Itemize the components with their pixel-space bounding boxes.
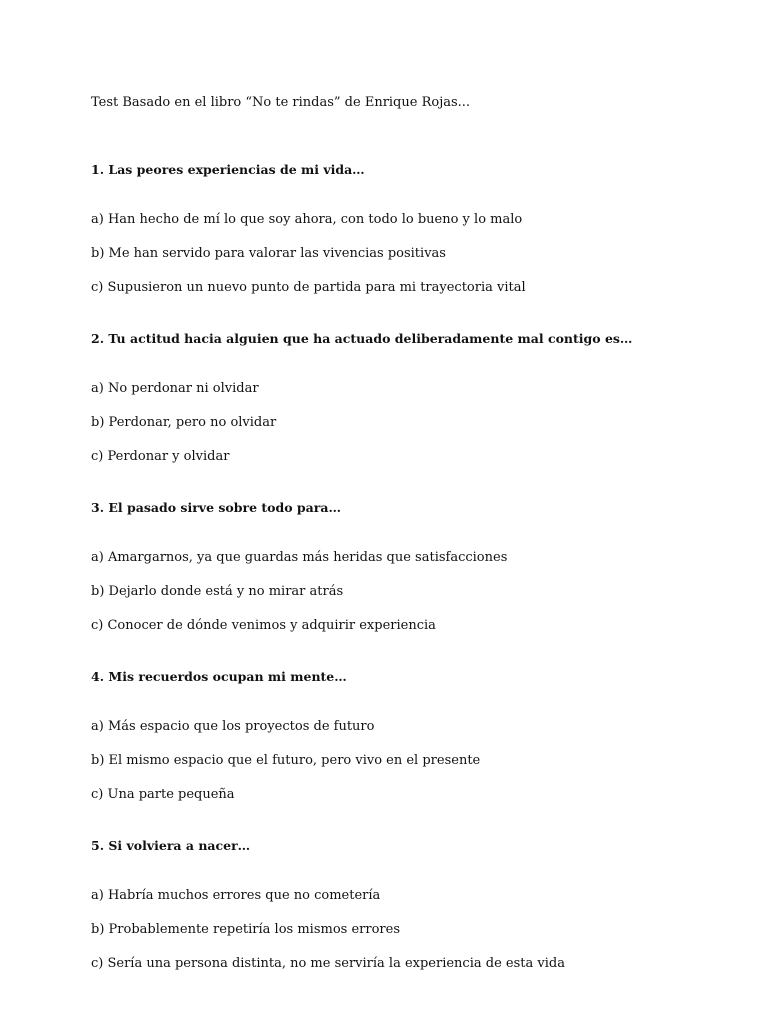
question-2-heading: 2. Tu actitud hacia alguien que ha actuado deliberadamente mal contigo es… [91, 331, 633, 346]
question-5-heading: 5. Si volviera a nacer… [91, 838, 251, 853]
question-1-option-b: b) Me han servido para valorar las vivencias positivas [91, 246, 446, 261]
question-3-heading: 3. El pasado sirve sobre todo para… [91, 500, 341, 515]
question-1-option-c: c) Supusieron un nuevo punto de partida para mi trayectoria vital [91, 280, 526, 295]
question-2-option-b: b) Perdonar, pero no olvidar [91, 415, 277, 430]
question-3-option-b: b) Dejarlo donde está y no mirar atrás [91, 584, 344, 599]
question-4-option-c: c) Una parte pequeña [91, 787, 235, 802]
question-3-option-c: c) Conocer de dónde venimos y adquirir experiencia [91, 618, 436, 633]
question-5-option-c: c) Sería una persona distinta, no me serviría la experiencia de esta vida [91, 956, 565, 971]
question-4-heading: 4. Mis recuerdos ocupan mi mente… [91, 669, 347, 684]
question-1-option-a: a) Han hecho de mí lo que soy ahora, con todo lo bueno y lo malo [91, 212, 523, 227]
question-2-option-c: c) Perdonar y olvidar [91, 449, 230, 464]
question-2-option-a: a) No perdonar ni olvidar [91, 381, 259, 396]
question-1-heading: 1. Las peores experiencias de mi vida… [91, 162, 365, 177]
document-title: Test Basado en el libro “No te rindas” de Enrique Rojas... [91, 95, 471, 110]
question-5-option-b: b) Probablemente repetiría los mismos errores [91, 922, 400, 937]
question-3-option-a: a) Amargarnos, ya que guardas más heridas que satisfacciones [91, 550, 508, 565]
question-4-option-a: a) Más espacio que los proyectos de futuro [91, 719, 375, 734]
question-4-option-b: b) El mismo espacio que el futuro, pero vivo en el presente [91, 753, 481, 768]
question-5-option-a: a) Habría muchos errores que no cometería [91, 888, 381, 903]
